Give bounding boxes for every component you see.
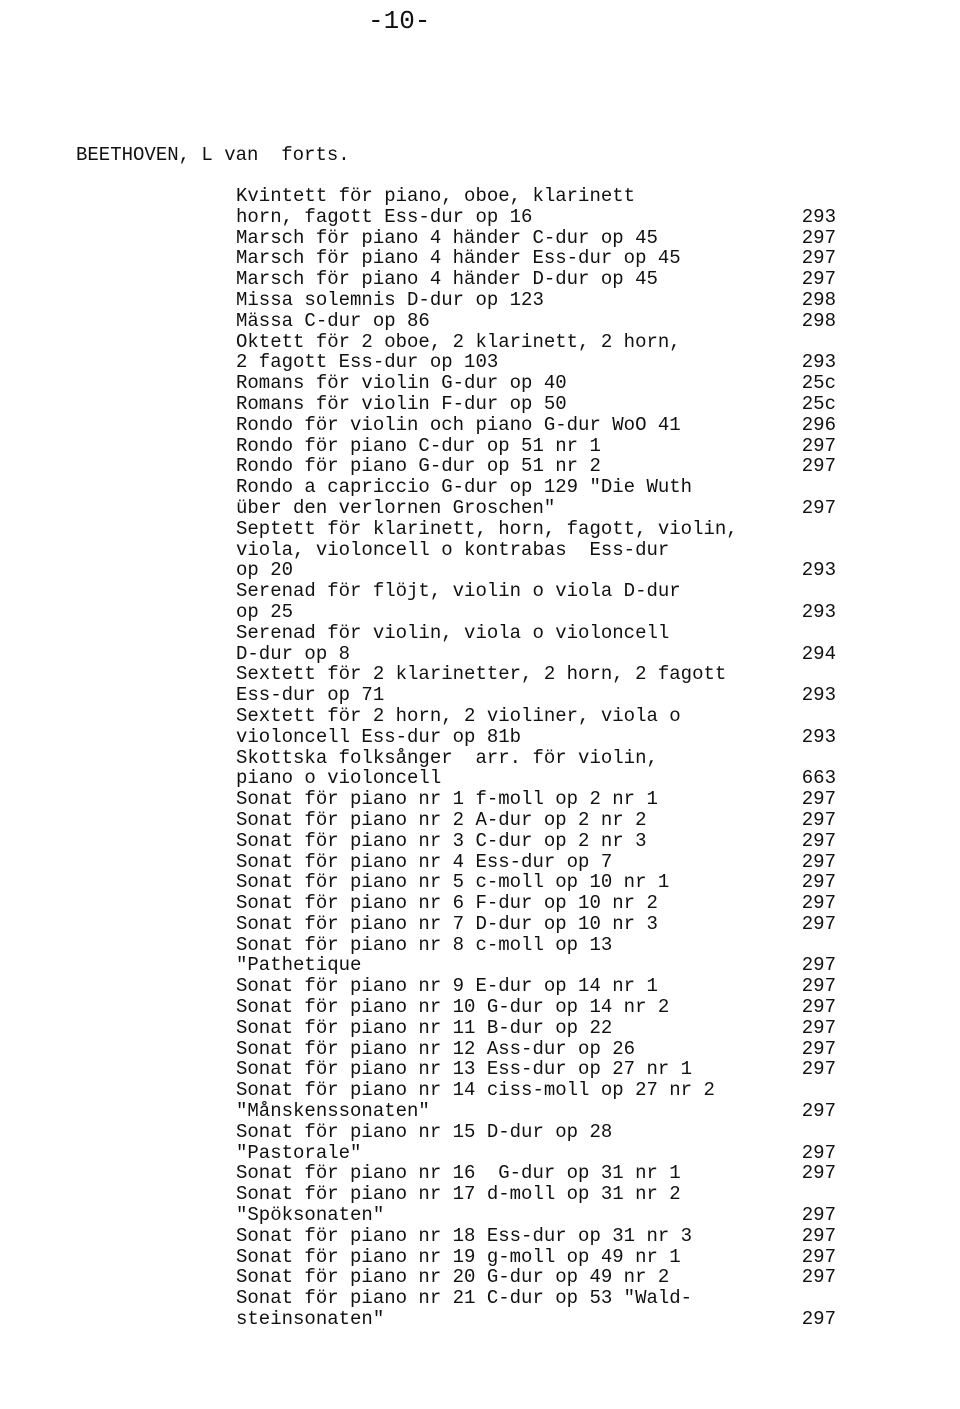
catalog-entry: [236, 394, 836, 415]
entry-title-line: Sonat för piano nr 20 G-dur op 49 nr 2: [236, 1266, 670, 1289]
entry-title-line: Skottska folksånger arr. för violin,: [236, 746, 658, 769]
catalog-entry: [236, 373, 836, 394]
entry-title-line: Sonat för piano nr 4 Ess-dur op 7: [236, 850, 613, 873]
catalog-entry: [236, 290, 836, 311]
entry-number: 297: [801, 247, 836, 270]
entry-number: 293: [801, 684, 836, 707]
catalog-entry: [236, 415, 836, 436]
catalog-entry: [236, 914, 836, 935]
catalog-entry: [236, 1080, 836, 1122]
entry-title-line: Sextett för 2 horn, 2 violiner, viola o: [236, 704, 681, 727]
entry-title-line: op 25: [236, 600, 294, 623]
entry-title-line: Rondo för piano C-dur op 51 nr 1: [236, 434, 601, 457]
entry-number: 293: [801, 725, 836, 748]
entry-title-line: Serenad för flöjt, violin o viola D-dur: [236, 580, 681, 603]
entry-title-line: Marsch för piano 4 händer Ess-dur op 45: [236, 247, 681, 270]
entry-title-line: Marsch för piano 4 händer C-dur op 45: [236, 226, 658, 249]
catalog-entry: [236, 456, 836, 477]
catalog-entry: [236, 893, 836, 914]
catalog-entry: [236, 436, 836, 457]
entry-number: 293: [801, 600, 836, 623]
entry-number: 25c: [801, 392, 836, 415]
entry-number: 296: [801, 413, 836, 436]
entry-title-line: Romans för violin G-dur op 40: [236, 372, 567, 395]
entry-title-line: "Pastorale": [236, 1141, 362, 1164]
entry-number: 297: [801, 1162, 836, 1185]
entry-number: 297: [801, 1100, 836, 1123]
entry-title-line: Sonat för piano nr 13 Ess-dur op 27 nr 1: [236, 1058, 693, 1081]
entry-number: 297: [801, 1266, 836, 1289]
entry-number: 297: [801, 912, 836, 935]
entry-number: 297: [801, 954, 836, 977]
entry-number: 297: [801, 996, 836, 1019]
catalog-entry: [236, 1267, 836, 1288]
entry-number: 297: [801, 1141, 836, 1164]
entry-title-line: 2 fagott Ess-dur op 103: [236, 351, 499, 374]
catalog-entry: [236, 1018, 836, 1039]
catalog-entry: [236, 976, 836, 997]
entry-number: 25c: [801, 372, 836, 395]
entry-title-line: Sonat för piano nr 11 B-dur op 22: [236, 1016, 613, 1039]
catalog-entry: [236, 623, 836, 665]
entry-number: 297: [801, 871, 836, 894]
entry-title-line: Sonat för piano nr 21 C-dur op 53 "Wald-: [236, 1287, 693, 1310]
catalog-entry: [236, 1122, 836, 1164]
entry-number: 297: [801, 850, 836, 873]
entry-title-line: Sonat för piano nr 2 A-dur op 2 nr 2: [236, 808, 647, 831]
catalog-entry: [236, 810, 836, 831]
entry-title-line: "Pathetique: [236, 954, 362, 977]
catalog-entry: [236, 1059, 836, 1080]
catalog-entry: [236, 311, 836, 332]
entry-number: 294: [801, 642, 836, 665]
catalog-entry: [236, 831, 836, 852]
entry-number: 297: [801, 892, 836, 915]
catalog-entry: [236, 748, 836, 790]
entry-title-line: Sonat för piano nr 18 Ess-dur op 31 nr 3: [236, 1224, 693, 1247]
entry-number: 293: [801, 351, 836, 374]
entry-title-line: steinsonaten": [236, 1308, 385, 1331]
entry-number: 297: [801, 808, 836, 831]
catalog-entry: [236, 1288, 836, 1330]
entry-title-line: Marsch för piano 4 händer D-dur op 45: [236, 268, 658, 291]
entry-number: 297: [801, 455, 836, 478]
catalog-entry: [236, 228, 836, 249]
entry-number: 297: [801, 829, 836, 852]
entry-title-line: violoncell Ess-dur op 81b: [236, 725, 522, 748]
entry-title-line: Oktett för 2 oboe, 2 klarinett, 2 horn,: [236, 330, 681, 353]
entry-number: 297: [801, 226, 836, 249]
entry-number: 298: [801, 288, 836, 311]
entry-number: 297: [801, 1204, 836, 1227]
entry-title-line: "Månskenssonaten": [236, 1100, 430, 1123]
entry-title-line: Sonat för piano nr 8 c-moll op 13: [236, 933, 613, 956]
catalog-entry: [236, 269, 836, 290]
catalog-entry: [236, 519, 836, 581]
entry-title-line: Sonat för piano nr 5 c-moll op 10 nr 1: [236, 871, 670, 894]
entry-title-line: Rondo för violin och piano G-dur WoO 41: [236, 413, 681, 436]
catalog-entry: [236, 664, 836, 706]
catalog-entry: [236, 332, 836, 374]
entry-title-line: Serenad för violin, viola o violoncell: [236, 621, 670, 644]
entry-title-line: D-dur op 8: [236, 642, 351, 665]
entry-number: 297: [801, 434, 836, 457]
entry-title-line: Sonat för piano nr 3 C-dur op 2 nr 3: [236, 829, 647, 852]
entry-title-line: op 20: [236, 559, 294, 582]
page-number: -10-: [368, 6, 431, 36]
catalog-entry: [236, 581, 836, 623]
catalog-entries: [236, 186, 876, 1330]
entry-title-line: Mässa C-dur op 86: [236, 309, 430, 332]
entry-number: 297: [801, 1016, 836, 1039]
entry-title-line: Rondo för piano G-dur op 51 nr 2: [236, 455, 601, 478]
entry-title-line: Kvintett för piano, oboe, klarinett: [236, 185, 636, 207]
entry-title-line: Sonat för piano nr 10 G-dur op 14 nr 2: [236, 996, 670, 1019]
entry-number: 663: [801, 767, 836, 790]
entry-title-line: Sonat för piano nr 7 D-dur op 10 nr 3: [236, 912, 658, 935]
catalog-entry: [236, 186, 836, 228]
entry-title-line: Septett för klarinett, horn, fagott, violin,: [236, 517, 738, 540]
catalog-entry: [236, 789, 836, 810]
entry-number: 297: [801, 496, 836, 519]
catalog-entry: [236, 997, 836, 1018]
catalog-entry: [236, 477, 836, 519]
entry-title-line: Sonat för piano nr 14 ciss-moll op 27 nr 2: [236, 1079, 715, 1102]
entry-title-line: Sonat för piano nr 12 Ass-dur op 26: [236, 1037, 636, 1060]
entry-title-line: piano o violoncell: [236, 767, 442, 790]
composer-heading: BEETHOVEN, L van forts.: [76, 144, 350, 166]
entry-title-line: horn, fagott Ess-dur op 16: [236, 205, 533, 228]
entry-number: 297: [801, 788, 836, 811]
catalog-entry: [236, 935, 836, 977]
entry-title-line: Sonat för piano nr 19 g-moll op 49 nr 1: [236, 1245, 681, 1268]
entry-title-line: "Spöksonaten": [236, 1204, 385, 1227]
entry-title-line: Romans för violin F-dur op 50: [236, 392, 567, 415]
entry-title-line: Sextett för 2 klarinetter, 2 horn, 2 fagott: [236, 663, 727, 686]
entry-number: 298: [801, 309, 836, 332]
entry-number: 297: [801, 1037, 836, 1060]
catalog-entry: [236, 852, 836, 873]
entry-number: 297: [801, 1224, 836, 1247]
catalog-entry: [236, 1226, 836, 1247]
entry-title-line: Sonat för piano nr 9 E-dur op 14 nr 1: [236, 975, 658, 998]
catalog-entry: [236, 706, 836, 748]
entry-title-line: Sonat för piano nr 16 G-dur op 31 nr 1: [236, 1162, 681, 1185]
entry-number: 293: [801, 559, 836, 582]
entry-title-line: Sonat för piano nr 15 D-dur op 28: [236, 1120, 613, 1143]
entry-title-line: Ess-dur op 71: [236, 684, 385, 707]
catalog-entry: [236, 1163, 836, 1184]
entry-number: 297: [801, 1308, 836, 1331]
entry-title-line: Rondo a capriccio G-dur op 129 "Die Wuth: [236, 476, 693, 499]
entry-title-line: Missa solemnis D-dur op 123: [236, 288, 544, 311]
entry-title-line: viola, violoncell o kontrabas Ess-dur: [236, 538, 670, 561]
entry-number: 297: [801, 1058, 836, 1081]
catalog-entry: [236, 1039, 836, 1060]
catalog-entry: [236, 1184, 836, 1226]
catalog-entry: [236, 248, 836, 269]
entry-number: 297: [801, 1245, 836, 1268]
entry-number: 297: [801, 975, 836, 998]
entry-title-line: über den verlornen Groschen": [236, 496, 556, 519]
catalog-entry: [236, 1247, 836, 1268]
entry-title-line: Sonat för piano nr 6 F-dur op 10 nr 2: [236, 892, 658, 915]
entry-title-line: Sonat för piano nr 1 f-moll op 2 nr 1: [236, 788, 658, 811]
entry-number: 297: [801, 268, 836, 291]
catalog-entry: [236, 872, 836, 893]
entry-number: 293: [801, 205, 836, 228]
entry-title-line: Sonat för piano nr 17 d-moll op 31 nr 2: [236, 1183, 681, 1206]
